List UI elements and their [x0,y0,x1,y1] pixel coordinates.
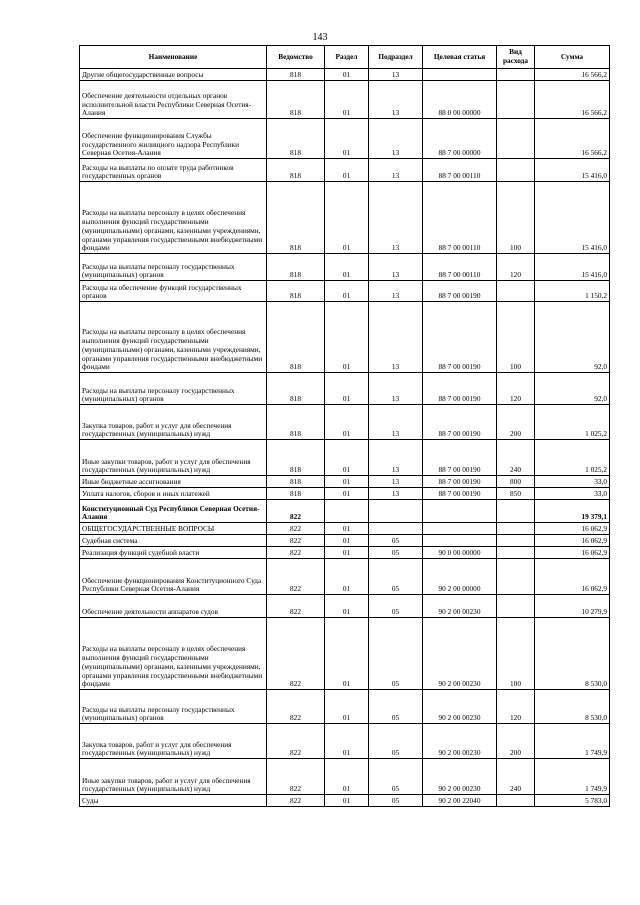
header-podrazdel: Подраздел [369,46,423,69]
cell-celevaya-statya: 88 0 00 00000 [423,81,497,119]
cell-summa: 8 530,0 [535,690,610,724]
cell-razdel: 01 [325,159,369,182]
cell-razdel: 01 [325,523,369,535]
cell-summa: 15 416,0 [535,182,610,254]
table-header-row [80,46,610,69]
cell-celevaya-statya: 88 7 00 00110 [423,159,497,182]
cell-podrazdel: 05 [369,595,423,618]
cell-vedomstvo: 818 [267,182,325,254]
cell-razdel: 01 [325,405,369,440]
cell-name: Иные бюджетные ассигнования [80,476,267,488]
cell-razdel: 01 [325,535,369,547]
cell-summa: 16 062,9 [535,523,610,535]
cell-summa: 1 749,9 [535,724,610,759]
table-row [80,182,610,254]
cell-vedomstvo: 822 [267,724,325,759]
table-row [80,724,610,759]
table-row [80,281,610,302]
cell-vedomstvo: 822 [267,759,325,795]
cell-summa: 92,0 [535,302,610,373]
cell-celevaya-statya: 90 2 00 22040 [423,795,497,807]
cell-razdel: 01 [325,281,369,302]
cell-vedomstvo: 818 [267,281,325,302]
cell-podrazdel: 05 [369,690,423,724]
cell-vedomstvo: 822 [267,523,325,535]
cell-razdel [325,500,369,523]
cell-celevaya-statya: 88 7 00 00190 [423,302,497,373]
table-row [80,119,610,159]
cell-vid-raskhoda [497,795,535,807]
cell-vedomstvo: 818 [267,119,325,159]
cell-name: Расходы на обеспечение функций государственных органов [80,281,267,302]
cell-razdel: 01 [325,254,369,281]
cell-podrazdel: 05 [369,535,423,547]
cell-podrazdel [369,523,423,535]
cell-vedomstvo: 818 [267,405,325,440]
table-row [80,69,610,81]
table-row [80,81,610,119]
cell-summa: 15 416,0 [535,254,610,281]
table-row [80,618,610,690]
cell-celevaya-statya [423,523,497,535]
cell-vedomstvo: 822 [267,535,325,547]
cell-podrazdel: 13 [369,488,423,500]
cell-vid-raskhoda: 120 [497,373,535,405]
cell-summa: 19 379,1 [535,500,610,523]
cell-vid-raskhoda: 200 [497,724,535,759]
cell-name: Конституционный Суд Республики Северная Осетия-Алания [80,500,267,523]
table-row [80,440,610,476]
cell-podrazdel: 13 [369,159,423,182]
header-vid-raskhoda: Вид расхода [497,46,535,69]
cell-podrazdel: 13 [369,182,423,254]
cell-name: Реализация функций судебной власти [80,547,267,559]
cell-razdel: 01 [325,547,369,559]
cell-celevaya-statya: 88 7 00 00190 [423,440,497,476]
cell-summa: 16 566,2 [535,81,610,119]
cell-name: Расходы на выплаты персоналу в целях обеспечения выполнения функций государственными (муниципальными) органами, казенными учреждениями, органами управления государственными внебюджетными фондами [80,182,267,254]
cell-celevaya-statya: 88 7 00 00110 [423,254,497,281]
header-vedomstvo: Ведомство [267,46,325,69]
table-row [80,535,610,547]
cell-podrazdel: 05 [369,759,423,795]
cell-name: Иные закупки товаров, работ и услуг для обеспечения государственных (муниципальных) нужд [80,759,267,795]
cell-vid-raskhoda [497,69,535,81]
cell-name: Другие общегосударственные вопросы [80,69,267,81]
cell-name: Обеспечение функционирования Конституционного Суда Республики Северная Осетия-Алания [80,559,267,595]
budget-table [79,45,610,807]
cell-name: Закупка товаров, работ и услуг для обеспечения государственных (муниципальных) нужд [80,724,267,759]
cell-vid-raskhoda [497,523,535,535]
cell-name: Расходы на выплаты персоналу в целях обеспечения выполнения функций государственными (муниципальными) органами, казенными учреждениями, органами управления государственными внебюджетными фондами [80,618,267,690]
cell-vedomstvo: 818 [267,476,325,488]
cell-summa: 16 062,9 [535,535,610,547]
cell-vid-raskhoda [497,595,535,618]
cell-podrazdel: 05 [369,795,423,807]
cell-summa: 16 062,9 [535,547,610,559]
table-body [80,69,610,807]
cell-name: Расходы на выплаты персоналу в целях обеспечения выполнения функций государственными (муниципальными) органами, казенными учреждениями, органами управления государственными внебюджетными фондами [80,302,267,373]
cell-vid-raskhoda: 100 [497,618,535,690]
cell-vid-raskhoda: 120 [497,690,535,724]
cell-name: Судебная система [80,535,267,547]
cell-name: Обеспечение деятельности аппаратов судов [80,595,267,618]
cell-vedomstvo: 822 [267,500,325,523]
cell-celevaya-statya [423,535,497,547]
cell-vid-raskhoda: 200 [497,405,535,440]
cell-celevaya-statya: 90 2 00 00230 [423,724,497,759]
cell-razdel: 01 [325,182,369,254]
cell-vedomstvo: 818 [267,159,325,182]
cell-razdel: 01 [325,724,369,759]
table-row [80,476,610,488]
cell-celevaya-statya: 88 7 00 00190 [423,488,497,500]
header-name: Наименование [80,46,267,69]
cell-podrazdel: 13 [369,405,423,440]
cell-razdel: 01 [325,759,369,795]
cell-razdel: 01 [325,476,369,488]
cell-celevaya-statya: 88 7 00 00190 [423,281,497,302]
header-razdel: Раздел [325,46,369,69]
cell-celevaya-statya [423,500,497,523]
cell-celevaya-statya: 88 7 00 00190 [423,373,497,405]
table-row [80,795,610,807]
cell-celevaya-statya: 88 7 00 00190 [423,476,497,488]
cell-summa: 33,0 [535,488,610,500]
cell-vedomstvo: 818 [267,440,325,476]
page-number: 143 [312,32,328,43]
cell-celevaya-statya: 88 7 00 00190 [423,405,497,440]
cell-vedomstvo: 818 [267,302,325,373]
cell-vid-raskhoda: 100 [497,182,535,254]
cell-podrazdel: 13 [369,476,423,488]
cell-podrazdel: 13 [369,440,423,476]
cell-vid-raskhoda [497,500,535,523]
table-row [80,254,610,281]
table-row [80,159,610,182]
cell-vedomstvo: 818 [267,69,325,81]
cell-celevaya-statya: 90 0 00 00000 [423,547,497,559]
cell-vid-raskhoda [497,547,535,559]
cell-razdel: 01 [325,81,369,119]
cell-razdel: 01 [325,488,369,500]
cell-razdel: 01 [325,618,369,690]
cell-podrazdel: 05 [369,547,423,559]
cell-name: Расходы на выплаты персоналу государственных (муниципальных) органов [80,254,267,281]
cell-vedomstvo: 818 [267,373,325,405]
cell-vid-raskhoda [497,559,535,595]
cell-celevaya-statya: 90 2 00 00230 [423,690,497,724]
cell-razdel: 01 [325,690,369,724]
cell-name: Обеспечение функционирования Службы государственного жилищного надзора Республики Северная Осетия-Алания [80,119,267,159]
table-row [80,373,610,405]
table-row [80,500,610,523]
cell-summa: 92,0 [535,373,610,405]
cell-summa: 16 566,2 [535,69,610,81]
cell-podrazdel: 13 [369,254,423,281]
cell-podrazdel: 13 [369,81,423,119]
table-row [80,690,610,724]
cell-podrazdel: 13 [369,302,423,373]
cell-vedomstvo: 822 [267,618,325,690]
cell-name: Суды [80,795,267,807]
cell-vedomstvo: 822 [267,595,325,618]
cell-summa: 16 566,2 [535,119,610,159]
cell-razdel: 01 [325,373,369,405]
cell-podrazdel: 05 [369,724,423,759]
cell-razdel: 01 [325,119,369,159]
cell-vedomstvo: 822 [267,559,325,595]
cell-name: Иные закупки товаров, работ и услуг для обеспечения государственных (муниципальных) нужд [80,440,267,476]
cell-name: Закупка товаров, работ и услуг для обеспечения государственных (муниципальных) нужд [80,405,267,440]
cell-vid-raskhoda: 240 [497,759,535,795]
cell-razdel: 01 [325,559,369,595]
cell-summa: 5 783,0 [535,795,610,807]
cell-celevaya-statya [423,69,497,81]
cell-vid-raskhoda [497,119,535,159]
cell-vedomstvo: 822 [267,547,325,559]
cell-summa: 1 749,9 [535,759,610,795]
cell-vedomstvo: 822 [267,795,325,807]
cell-vid-raskhoda [497,81,535,119]
cell-summa: 1 025,2 [535,440,610,476]
cell-vid-raskhoda: 850 [497,488,535,500]
header-celevaya-statya: Целевая статья [423,46,497,69]
cell-vid-raskhoda [497,159,535,182]
table-row [80,488,610,500]
cell-name: Уплата налогов, сборов и иных платежей [80,488,267,500]
cell-vid-raskhoda [497,535,535,547]
cell-podrazdel [369,500,423,523]
cell-vedomstvo: 818 [267,488,325,500]
cell-name: Расходы на выплаты по оплате труда работников государственных органов [80,159,267,182]
table-row [80,302,610,373]
cell-celevaya-statya: 88 7 00 00110 [423,182,497,254]
cell-summa: 16 062,9 [535,559,610,595]
cell-vid-raskhoda [497,281,535,302]
cell-vedomstvo: 822 [267,690,325,724]
cell-podrazdel: 05 [369,618,423,690]
table-row [80,523,610,535]
cell-summa: 33,0 [535,476,610,488]
cell-celevaya-statya: 90 2 00 00230 [423,618,497,690]
cell-name: Обеспечение деятельности отдельных органов исполнительной власти Республики Северная Осетия-Алания [80,81,267,119]
cell-summa: 1 150,2 [535,281,610,302]
table-row [80,559,610,595]
cell-razdel: 01 [325,302,369,373]
cell-summa: 8 530,0 [535,618,610,690]
cell-vid-raskhoda: 120 [497,254,535,281]
cell-vid-raskhoda: 100 [497,302,535,373]
cell-podrazdel: 13 [369,69,423,81]
cell-vid-raskhoda: 240 [497,440,535,476]
cell-podrazdel: 13 [369,373,423,405]
table-row [80,759,610,795]
table-row [80,405,610,440]
cell-podrazdel: 05 [369,559,423,595]
cell-celevaya-statya: 90 2 00 00000 [423,559,497,595]
cell-celevaya-statya: 90 2 00 00230 [423,759,497,795]
cell-name: Расходы на выплаты персоналу государственных (муниципальных) органов [80,690,267,724]
cell-podrazdel: 13 [369,281,423,302]
cell-celevaya-statya: 90 2 00 00230 [423,595,497,618]
cell-summa: 1 025,2 [535,405,610,440]
table-row [80,595,610,618]
cell-vedomstvo: 818 [267,254,325,281]
cell-celevaya-statya: 88 7 00 00000 [423,119,497,159]
cell-name: ОБЩЕГОСУДАРСТВЕННЫЕ ВОПРОСЫ [80,523,267,535]
cell-vid-raskhoda: 800 [497,476,535,488]
cell-razdel: 01 [325,595,369,618]
cell-razdel: 01 [325,69,369,81]
cell-vedomstvo: 818 [267,81,325,119]
cell-podrazdel: 13 [369,119,423,159]
cell-summa: 15 416,0 [535,159,610,182]
table-row [80,547,610,559]
cell-razdel: 01 [325,795,369,807]
cell-summa: 10 279,9 [535,595,610,618]
cell-name: Расходы на выплаты персоналу государственных (муниципальных) органов [80,373,267,405]
cell-razdel: 01 [325,440,369,476]
header-summa: Сумма [535,46,610,69]
